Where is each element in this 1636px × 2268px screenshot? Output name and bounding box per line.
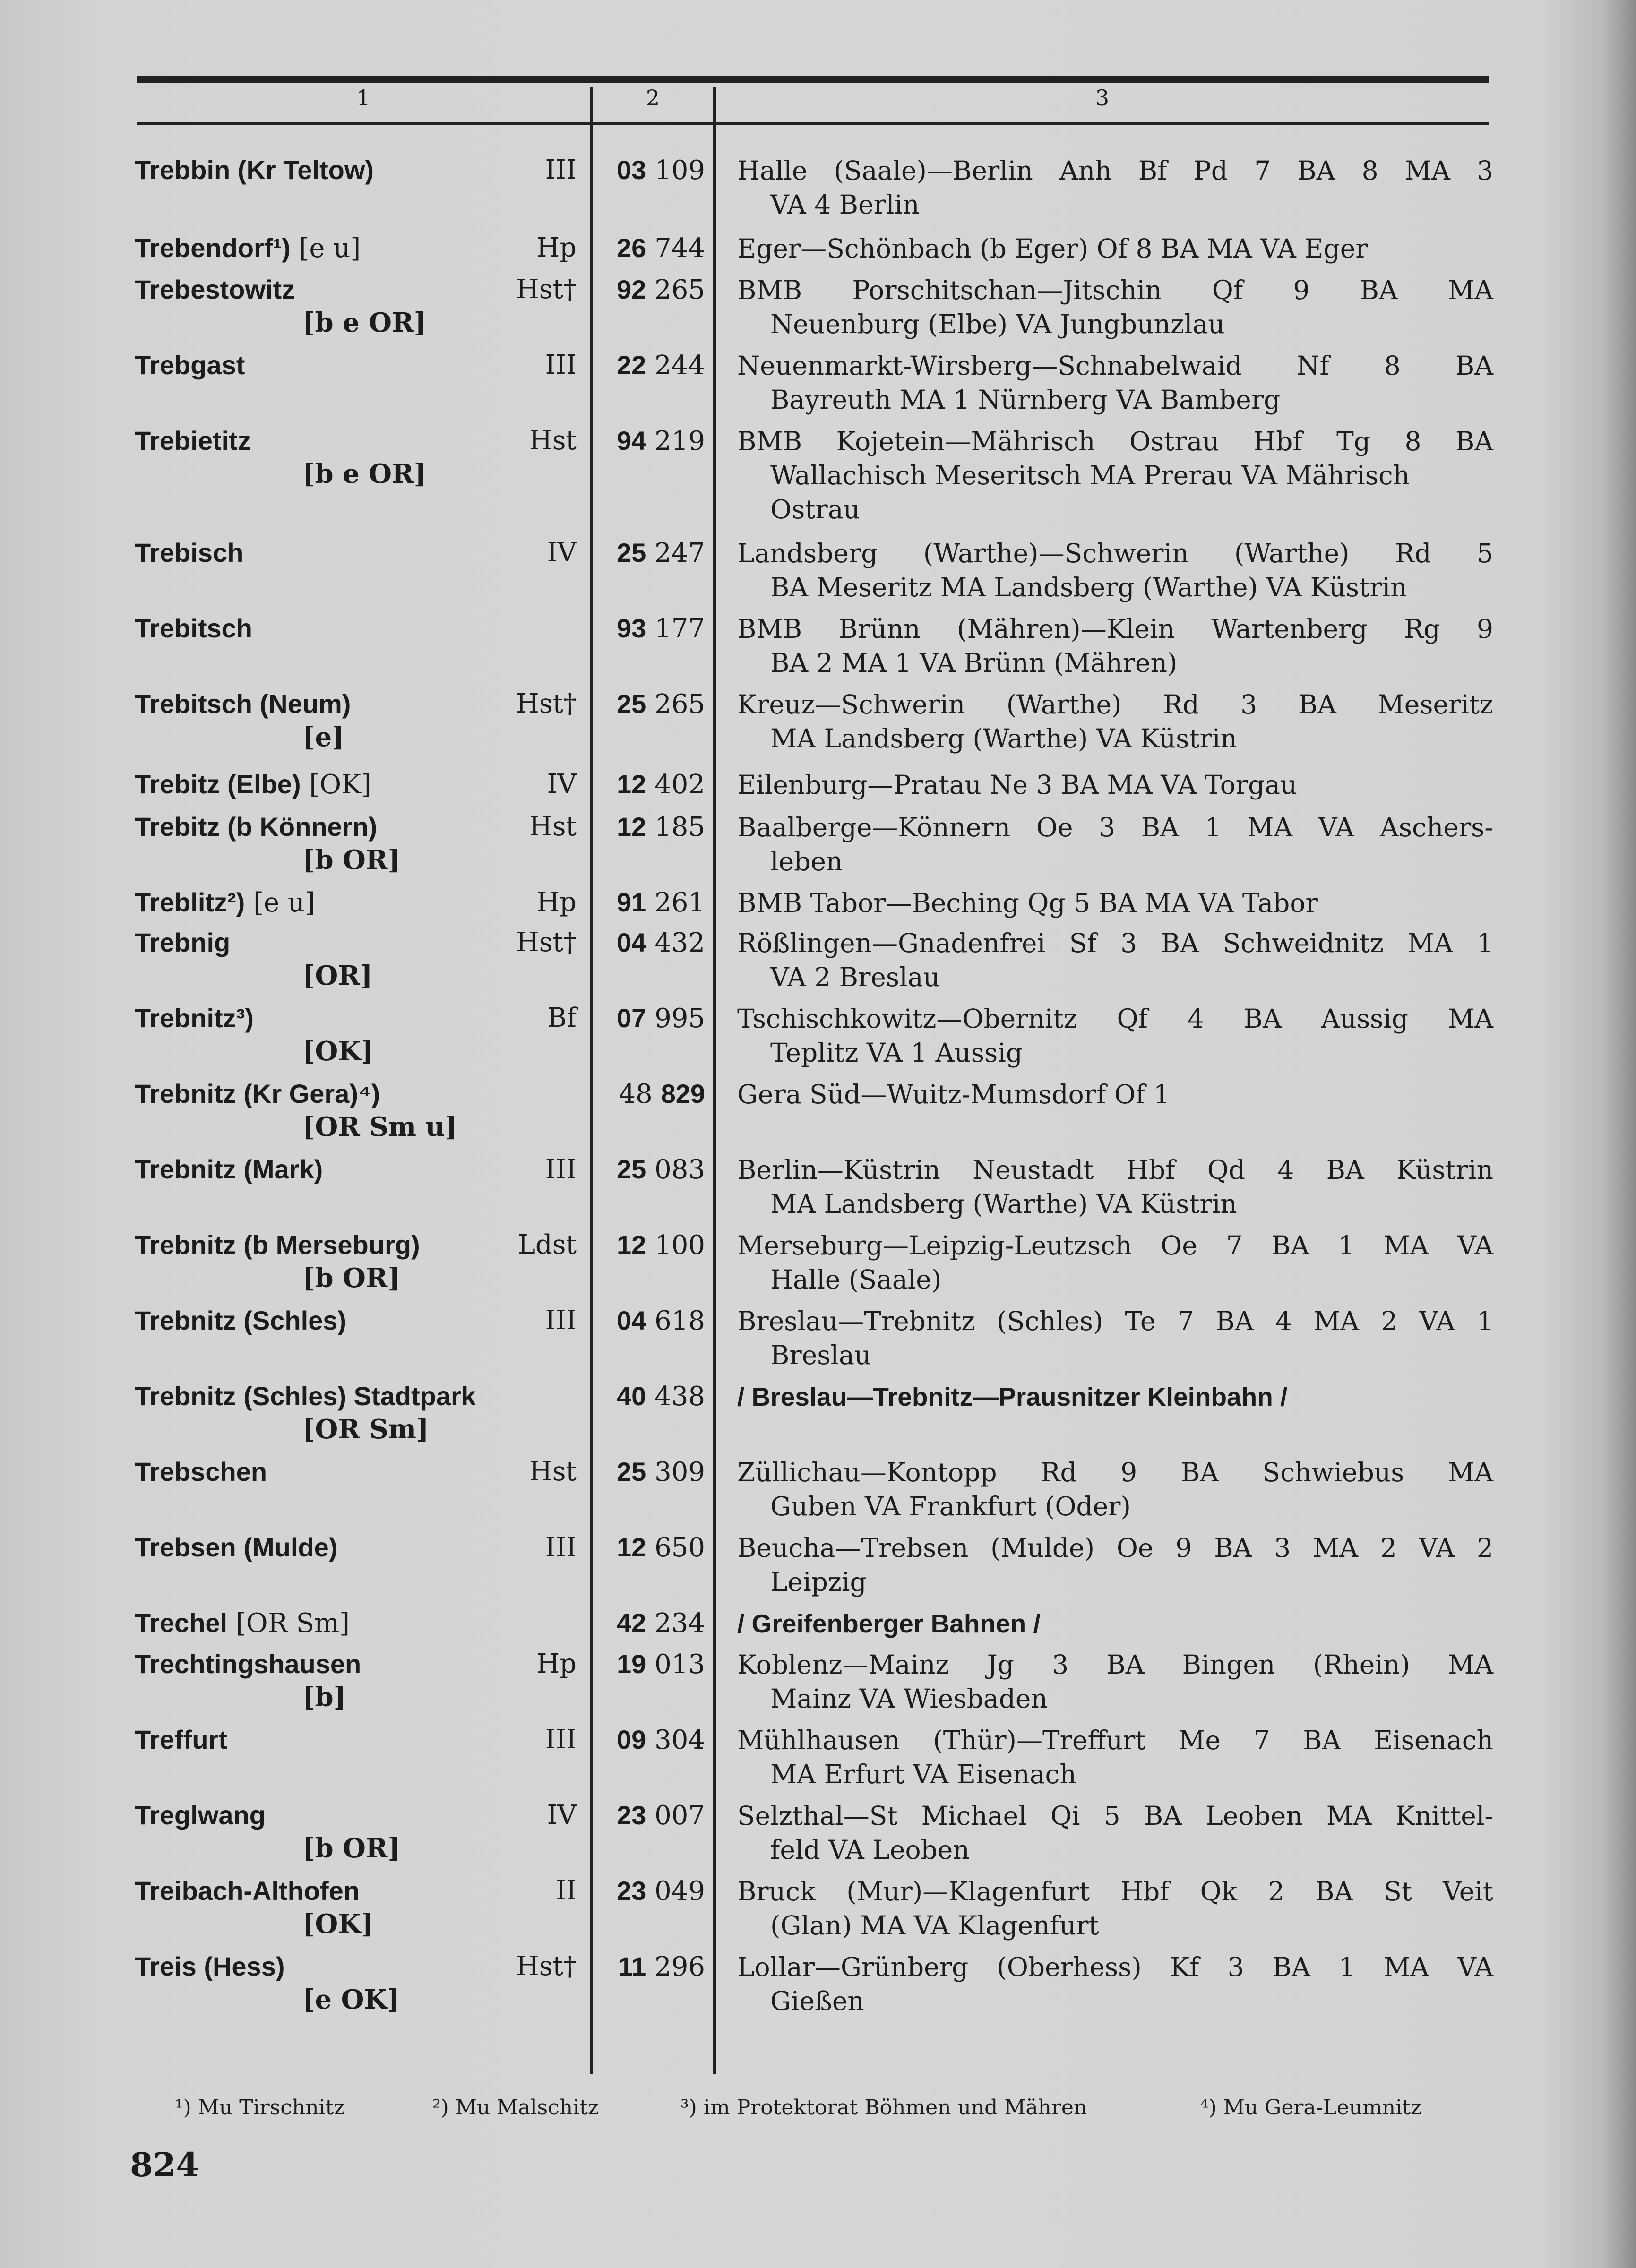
- station-class: Hst: [529, 811, 577, 842]
- station-number: 93 177: [617, 613, 705, 644]
- column-divider-1: [590, 87, 593, 2074]
- station-class: Hst†: [516, 274, 577, 305]
- station-description: Eger—Schönbach (b Eger) Of 8 BA MA VA Eger: [737, 233, 1368, 264]
- station-notes: [b]: [302, 1682, 346, 1713]
- station-number: 25 265: [617, 689, 705, 720]
- station-description: Beucha—Trebsen (Mulde) Oe 9 BA 3 MA 2 VA 2 Leipzig: [737, 1533, 1493, 1597]
- station-class: Hp: [536, 887, 577, 918]
- station-name: Trechtingshausen [b]: [135, 1649, 362, 1713]
- station-number: 23 049: [617, 1876, 705, 1907]
- station-name: Trebschen: [135, 1457, 267, 1486]
- station-class: Hst†: [516, 927, 577, 958]
- footnote-2: ²) Mu Malschitz: [432, 2096, 599, 2120]
- station-description: Selzthal—St Michael Qi 5 BA Leoben MA Knittel- feld VA Leoben: [737, 1801, 1493, 1865]
- station-number: 11 296: [618, 1951, 705, 1982]
- station-class: IV: [547, 1800, 577, 1830]
- station-class: Hst†: [516, 688, 577, 719]
- station-description: Breslau—Trebnitz (Schles) Te 7 BA 4 MA 2 VA 1 Breslau: [737, 1306, 1493, 1370]
- station-notes: [b e OR]: [302, 307, 427, 338]
- station-notes: [OR Sm]: [302, 1414, 429, 1445]
- station-description: BMB Tabor—Beching Qg 5 BA MA VA Tabor: [737, 888, 1318, 918]
- station-notes: [b OR]: [302, 1263, 400, 1294]
- station-class: IV: [547, 769, 577, 799]
- station-class: III: [545, 1154, 577, 1185]
- station-description: Mühlhausen (Thür)—Treffurt Me 7 BA Eisenach MA Erfurt VA Eisenach: [737, 1725, 1493, 1789]
- column-divider-2: [713, 87, 716, 2074]
- station-description: Merseburg—Leipzig-Leutzsch Oe 7 BA 1 MA VA Halle (Saale): [737, 1230, 1493, 1295]
- station-number: 12 650: [617, 1532, 705, 1563]
- station-notes: [OK]: [302, 1036, 374, 1067]
- station-class: Bf: [547, 1003, 577, 1033]
- station-class: Hst: [529, 425, 577, 456]
- station-name: Trebisch: [135, 538, 244, 567]
- station-description: Gera Süd—Wuitz-Mumsdorf Of 1: [737, 1079, 1170, 1109]
- column-header-3: 3: [1095, 85, 1110, 111]
- station-number: 26 744: [617, 233, 705, 264]
- page-number: 824: [130, 2145, 199, 2184]
- top-rule: [137, 76, 1489, 83]
- station-number: 07 995: [617, 1003, 705, 1034]
- station-number: 42 234: [617, 1608, 705, 1639]
- station-description: Koblenz—Mainz Jg 3 BA Bingen (Rhein) MA Mainz VA Wiesbaden: [737, 1649, 1493, 1714]
- station-description: / Greifenberger Bahnen /: [737, 1609, 1041, 1638]
- station-number: 12 185: [617, 812, 705, 842]
- station-name: Treblitz²) [e u]: [135, 887, 315, 918]
- station-name: Trebnitz (Schles): [135, 1306, 347, 1335]
- station-name: Trechel [OR Sm]: [135, 1608, 350, 1639]
- station-name: Trebbin (Kr Teltow): [135, 155, 374, 185]
- station-description: BMB Kojetein—Mährisch Ostrau Hbf Tg 8 BA Wallachisch Meseritsch MA Prerau VA Mährisch Ostrau: [737, 426, 1493, 524]
- station-description: Bruck (Mur)—Klagenfurt Hbf Qk 2 BA St Veit (Glan) MA VA Klagenfurt: [737, 1876, 1493, 1941]
- station-name: Trebgast: [135, 350, 245, 380]
- station-number: 09 304: [617, 1725, 705, 1755]
- station-description: Berlin—Küstrin Neustadt Hbf Qd 4 BA Küstrin MA Landsberg (Warthe) VA Küstrin: [737, 1155, 1493, 1219]
- station-class: III: [545, 350, 577, 380]
- station-number: 12 402: [617, 769, 705, 800]
- station-notes: [b OR]: [302, 1833, 400, 1864]
- station-name: Trebitsch (Neum) [e]: [135, 689, 351, 753]
- station-class: Ldst: [517, 1229, 577, 1260]
- station-class: Hst†: [516, 1951, 577, 1982]
- station-name: Trebnitz (b Merseburg) [b OR]: [135, 1230, 420, 1294]
- station-name: Trebitz (Elbe) [OK]: [135, 769, 371, 800]
- station-description: Baalberge—Könnern Oe 3 BA 1 MA VA Aschers- leben: [737, 812, 1493, 876]
- station-number: 48 829: [619, 1079, 705, 1109]
- station-name: Trebitsch: [135, 613, 252, 643]
- column-header-2: 2: [646, 85, 660, 111]
- station-name: Trebitz (b Könnern) [b OR]: [135, 812, 400, 876]
- station-number: 25 309: [617, 1457, 705, 1487]
- station-class: Hp: [536, 1649, 577, 1679]
- station-number: 94 219: [617, 426, 705, 456]
- station-number: 03 109: [617, 155, 705, 186]
- station-name: Treffurt: [135, 1725, 227, 1754]
- station-description: / Breslau—Trebnitz—Prausnitzer Kleinbahn /: [737, 1382, 1288, 1411]
- station-notes: [OR]: [302, 960, 373, 991]
- station-number: 91 261: [617, 887, 705, 918]
- station-name: Trebsen (Mulde): [135, 1532, 338, 1562]
- station-notes: [OK]: [302, 1908, 374, 1940]
- station-description: Kreuz—Schwerin (Warthe) Rd 3 BA Meseritz MA Landsberg (Warthe) VA Küstrin: [737, 689, 1493, 754]
- station-class: II: [555, 1875, 577, 1906]
- station-description: BMB Porschitschan—Jitschin Qf 9 BA MA Neuenburg (Elbe) VA Jungbunzlau: [737, 275, 1493, 339]
- station-description: Rößlingen—Gnadenfrei Sf 3 BA Schweidnitz MA 1 VA 2 Breslau: [737, 928, 1493, 992]
- station-name: Trebnig [OR]: [135, 928, 373, 991]
- station-description: Tschischkowitz—Obernitz Qf 4 BA Aussig MA Teplitz VA 1 Aussig: [737, 1004, 1493, 1068]
- station-description: Eilenburg—Pratau Ne 3 BA MA VA Torgau: [737, 770, 1297, 800]
- station-notes: [e]: [302, 722, 344, 753]
- station-name: Trebendorf¹) [e u]: [135, 233, 361, 264]
- station-name: Treis (Hess) [e OK]: [135, 1951, 400, 2015]
- column-header-1: 1: [356, 85, 370, 111]
- station-class: Hst: [529, 1456, 577, 1487]
- station-number: 22 244: [617, 350, 705, 381]
- station-class: Hp: [536, 232, 577, 263]
- station-number: 19 013: [617, 1649, 705, 1680]
- station-number: 40 438: [617, 1381, 705, 1412]
- station-description: Landsberg (Warthe)—Schwerin (Warthe) Rd 5 BA Meseritz MA Landsberg (Warthe) VA Küstrin: [737, 538, 1493, 602]
- station-name: Treibach-Althofen [OK]: [135, 1876, 374, 1940]
- header-rule: [137, 122, 1489, 125]
- station-number: 23 007: [617, 1800, 705, 1831]
- footnote-3: ³) im Protektorat Böhmen und Mähren: [680, 2096, 1087, 2120]
- station-class: III: [545, 155, 577, 185]
- station-number: 04 432: [617, 928, 705, 958]
- station-notes: [b OR]: [302, 844, 400, 876]
- footnote-4: ⁴) Mu Gera-Leumnitz: [1200, 2096, 1422, 2120]
- station-description: BMB Brünn (Mähren)—Klein Wartenberg Rg 9 BA 2 MA 1 VA Brünn (Mähren): [737, 614, 1493, 678]
- station-number: 04 618: [617, 1306, 705, 1336]
- station-number: 25 083: [617, 1154, 705, 1185]
- station-number: 92 265: [617, 275, 705, 305]
- station-name: Trebestowitz [b e OR]: [135, 275, 427, 338]
- station-name: Trebietitz [b e OR]: [135, 426, 427, 490]
- station-number: 12 100: [617, 1230, 705, 1261]
- station-notes: [OR Sm u]: [302, 1111, 457, 1143]
- station-name: Trebnitz (Mark): [135, 1154, 323, 1184]
- station-class: III: [545, 1532, 577, 1563]
- station-number: 25 247: [617, 538, 705, 568]
- footnote-1: ¹) Mu Tirschnitz: [175, 2096, 345, 2120]
- station-name: Trebnitz³) [OK]: [135, 1003, 374, 1067]
- station-description: Züllichau—Kontopp Rd 9 BA Schwiebus MA Guben VA Frankfurt (Oder): [737, 1457, 1493, 1521]
- station-description: Halle (Saale)—Berlin Anh Bf Pd 7 BA 8 MA 3 VA 4 Berlin: [737, 155, 1493, 220]
- station-name: Trebnitz (Schles) Stadtpark [OR Sm]: [135, 1381, 476, 1445]
- station-notes: [e OK]: [302, 1984, 400, 2015]
- station-class: III: [545, 1305, 577, 1336]
- station-notes: [b e OR]: [302, 458, 427, 490]
- station-description: Lollar—Grünberg (Oberhess) Kf 3 BA 1 MA VA Gießen: [737, 1952, 1493, 2016]
- station-class: III: [545, 1724, 577, 1755]
- station-description: Neuenmarkt-Wirsberg—Schnabelwaid Nf 8 BA Bayreuth MA 1 Nürnberg VA Bamberg: [737, 351, 1493, 415]
- station-name: Trebnitz (Kr Gera)⁴) [OR Sm u]: [135, 1079, 457, 1143]
- station-name: Treglwang [b OR]: [135, 1800, 400, 1864]
- station-class: IV: [547, 537, 577, 568]
